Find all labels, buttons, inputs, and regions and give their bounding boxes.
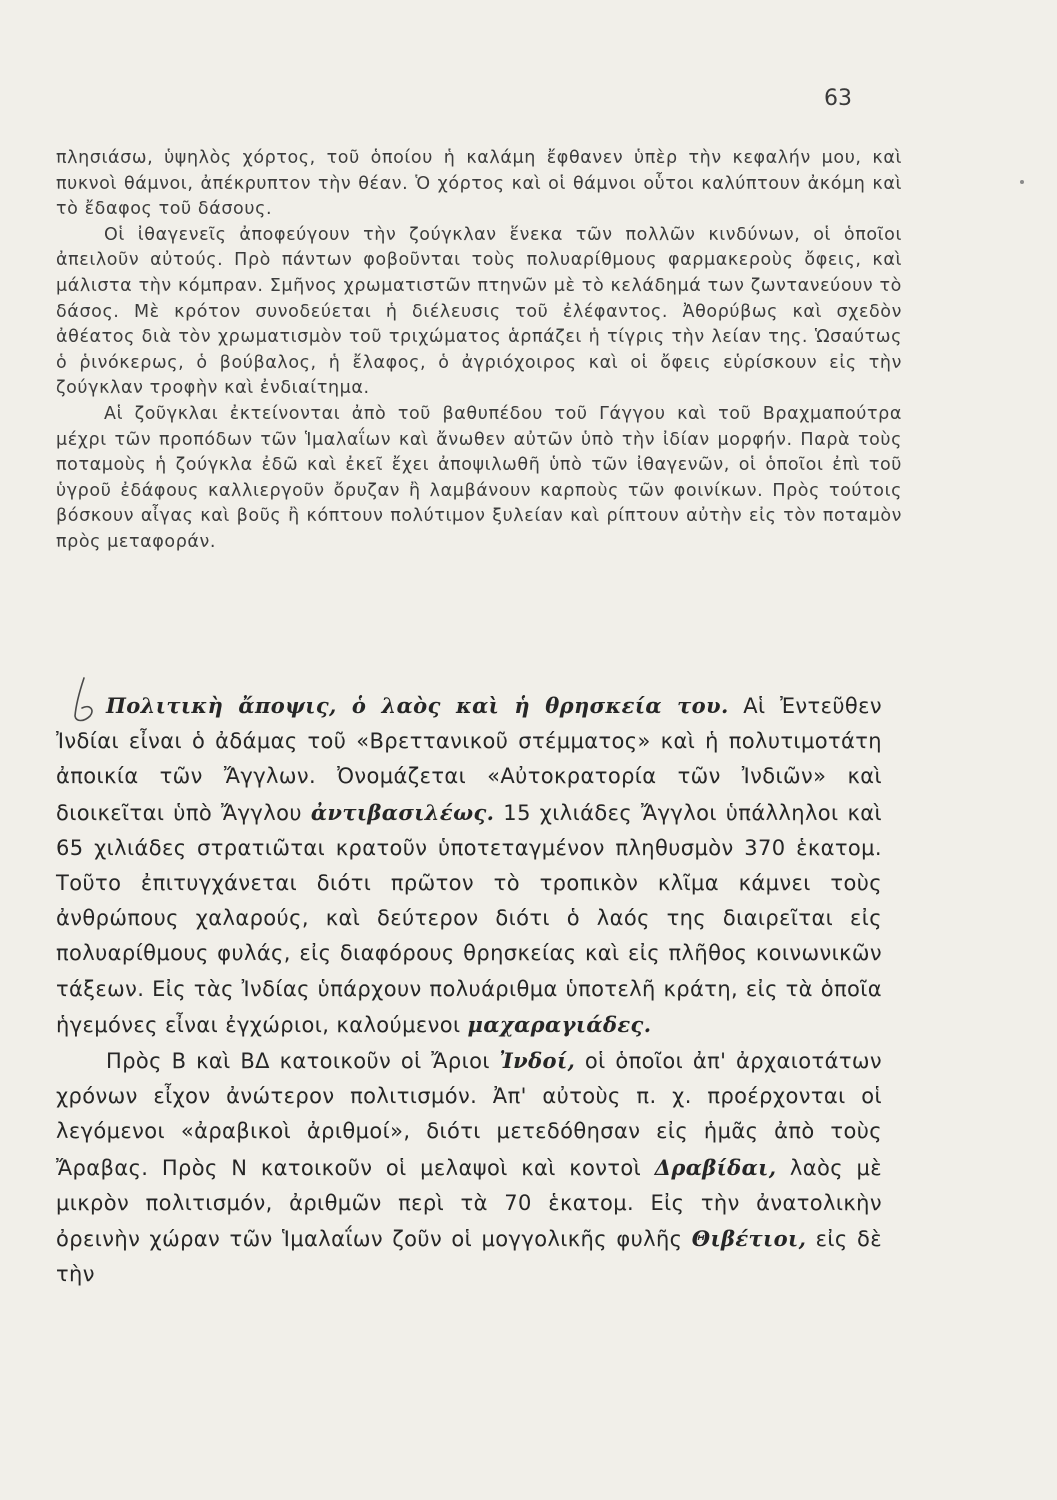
emphasis-term: μαχαραγιάδες. [467,1011,652,1037]
body-text-lower [56,688,882,1292]
paragraph: Οἱ ἰθαγενεῖς ἀποφεύγουν τὴν ζούγκλαν ἕνεκα τῶν πολλῶν κινδύνων, οἱ ὁποῖοι ἀπειλοῦν αὐτούς. Πρὸ πάντων φοβοῦνται τοὺς πολυαρίθμους φαρμακεροὺς ὄφεις, καὶ μάλιστα τὴν κόμπραν. Σμῆνος χρωματιστῶν πτηνῶν μὲ τὸ κελάδημά των ζωντανεύουν τὸ δάσος. Μὲ κρότον συνοδεύεται ἡ διέλευσις τοῦ ἐλέφαντος. Ἀθορύβως καὶ σχεδὸν ἀθέατος διὰ τὸν χρωματισμὸν τοῦ τριχώματος ἁρπάζει ἡ τίγρις τὴν λείαν της. Ὡσαύτως ὁ ῥινόκερως, ὁ βούβαλος, ἡ ἔλαφος, ὁ ἀγριόχοιρος καὶ οἱ ὄφεις εὑρίσκουν εἰς τὴν ζούγκλαν τροφὴν καὶ ἐνδιαίτημα. [56,224,902,399]
body-text-upper [56,146,902,556]
page-number: 63 [824,86,852,111]
text-run: εἰς δὲ τὴν [56,1227,882,1287]
text-run: 15 χιλιάδες Ἄγγλοι ὑπάλληλοι καὶ 65 χιλιάδες στρατιῶται κρατοῦν ὑποτεταγμένον πληθυσμὸν 370 ἑκατομ. Τοῦτο ἐπιτυγχάνεται διότι πρῶτον τὸ τροπικὸν κλῖμα κάμνει τοὺς ἀνθρώπους χαλαρούς, καὶ δεύτερον διότι ὁ λαός της διαιρεῖται εἰς πολυαρίθμους φυλάς, εἰς διαφόρους θρησκείας καὶ εἰς πλῆθος κοινωνικῶν τάξεων. Εἰς τὰς Ἰνδίας ὑπάρχουν πολυάριθμα ὑποτελῆ κράτη, εἰς τὰ ὁποῖα ἡγεμόνες εἶναι ἐγχώριοι, καλούμενοι [56,800,882,1037]
text-run: Πρὸς Β καὶ ΒΔ κατοικοῦν οἱ Ἄριοι [106,1049,500,1074]
paragraph: πλησιάσω, ὑψηλὸς χόρτος, τοῦ ὁποίου ἡ καλάμη ἔφθανεν ὑπὲρ τὴν κεφαλήν μου, καὶ πυκνοὶ θάμνοι, ἀπέκρυπτον τὴν θέαν. Ὁ χόρτος καὶ οἱ θάμνοι οὗτοι καλύπτουν ἀκόμη καὶ τὸ ἔδαφος τοῦ δάσους. [56,148,902,220]
emphasis-term: ἀντιβασιλέως. [310,799,495,825]
paragraph-politics [56,688,882,1043]
text-run: Αἱ Ἐντεῦθεν Ἰνδίαι εἶναι ὁ ἀδάμας τοῦ «Βρεττανικοῦ στέμματος» καὶ ἡ πολυτιμοτάτη ἀποικία τῶν Ἄγγλων. Ὀνομάζεται «Αὐτοκρατορία τῶν Ἰνδιῶν» καὶ διοικεῖται ὑπὸ Ἄγγλου [56,694,882,825]
emphasis-term: Δραβίδαι, [654,1154,777,1180]
section-heading: Πολιτικὴ ἄποψις, ὁ λαὸς καὶ ἡ θρησκεία του. [106,693,729,718]
emphasis-term: Θιβέτιοι, [691,1226,807,1252]
margin-dot [1020,180,1024,184]
paragraph: Αἱ ζοῦγκλαι ἐκτείνονται ἀπὸ τοῦ βαθυπέδου τοῦ Γάγγου καὶ τοῦ Βραχμαπούτρα μέχρι τῶν προπόδων τῶν Ἱμαλαΐων καὶ ἄνωθεν αὐτῶν ὑπὸ τὴν ἰδίαν μορφήν. Παρὰ τοὺς ποταμοὺς ἡ ζούγκλα ἐδῶ καὶ ἐκεῖ ἔχει ἀποψιλωθῆ ὑπὸ τῶν ἰθαγενῶν, οἱ ὁποῖοι ἐπὶ τοῦ ὑγροῦ ἐδάφους καλλιεργοῦν ὄρυζαν ἢ λαμβάνουν καρποὺς τῶν φοινίκων. Πρὸς τούτοις βόσκουν αἶγας καὶ βοῦς ἢ κόπτουν πολύτιμον ξυλείαν καὶ ρίπτουν αὐτὴν εἰς τὸν ποταμὸν πρὸς μεταφοράν. [56,403,902,552]
text-run: οἱ ὁποῖοι ἀπ' ἀρχαιοτάτων χρόνων εἶχον ἀνώτερον πολιτισμόν. Ἀπ' αὐτοὺς π. χ. προέρχονται οἱ λεγόμενοι «ἀραβικοὶ ἀριθμοί», διότι μετεδόθησαν εἰς ἡμᾶς ἀπὸ τοὺς Ἄραβας. Πρὸς Ν κατοικοῦν οἱ μελαψοὶ καὶ κοντοὶ [56,1049,882,1180]
emphasis-term: Ἰνδοί, [499,1048,576,1074]
paragraph-peoples [56,1043,882,1292]
text-run: λαὸς μὲ μικρὸν πολιτισμόν, ἀριθμῶν περὶ τὰ 70 ἑκατομ. Εἰς τὴν ἀνατολικὴν ὀρεινὴν χώραν τῶν Ἱμαλαΐων ζοῦν οἱ μογγολικῆς φυλῆς [56,1155,882,1252]
